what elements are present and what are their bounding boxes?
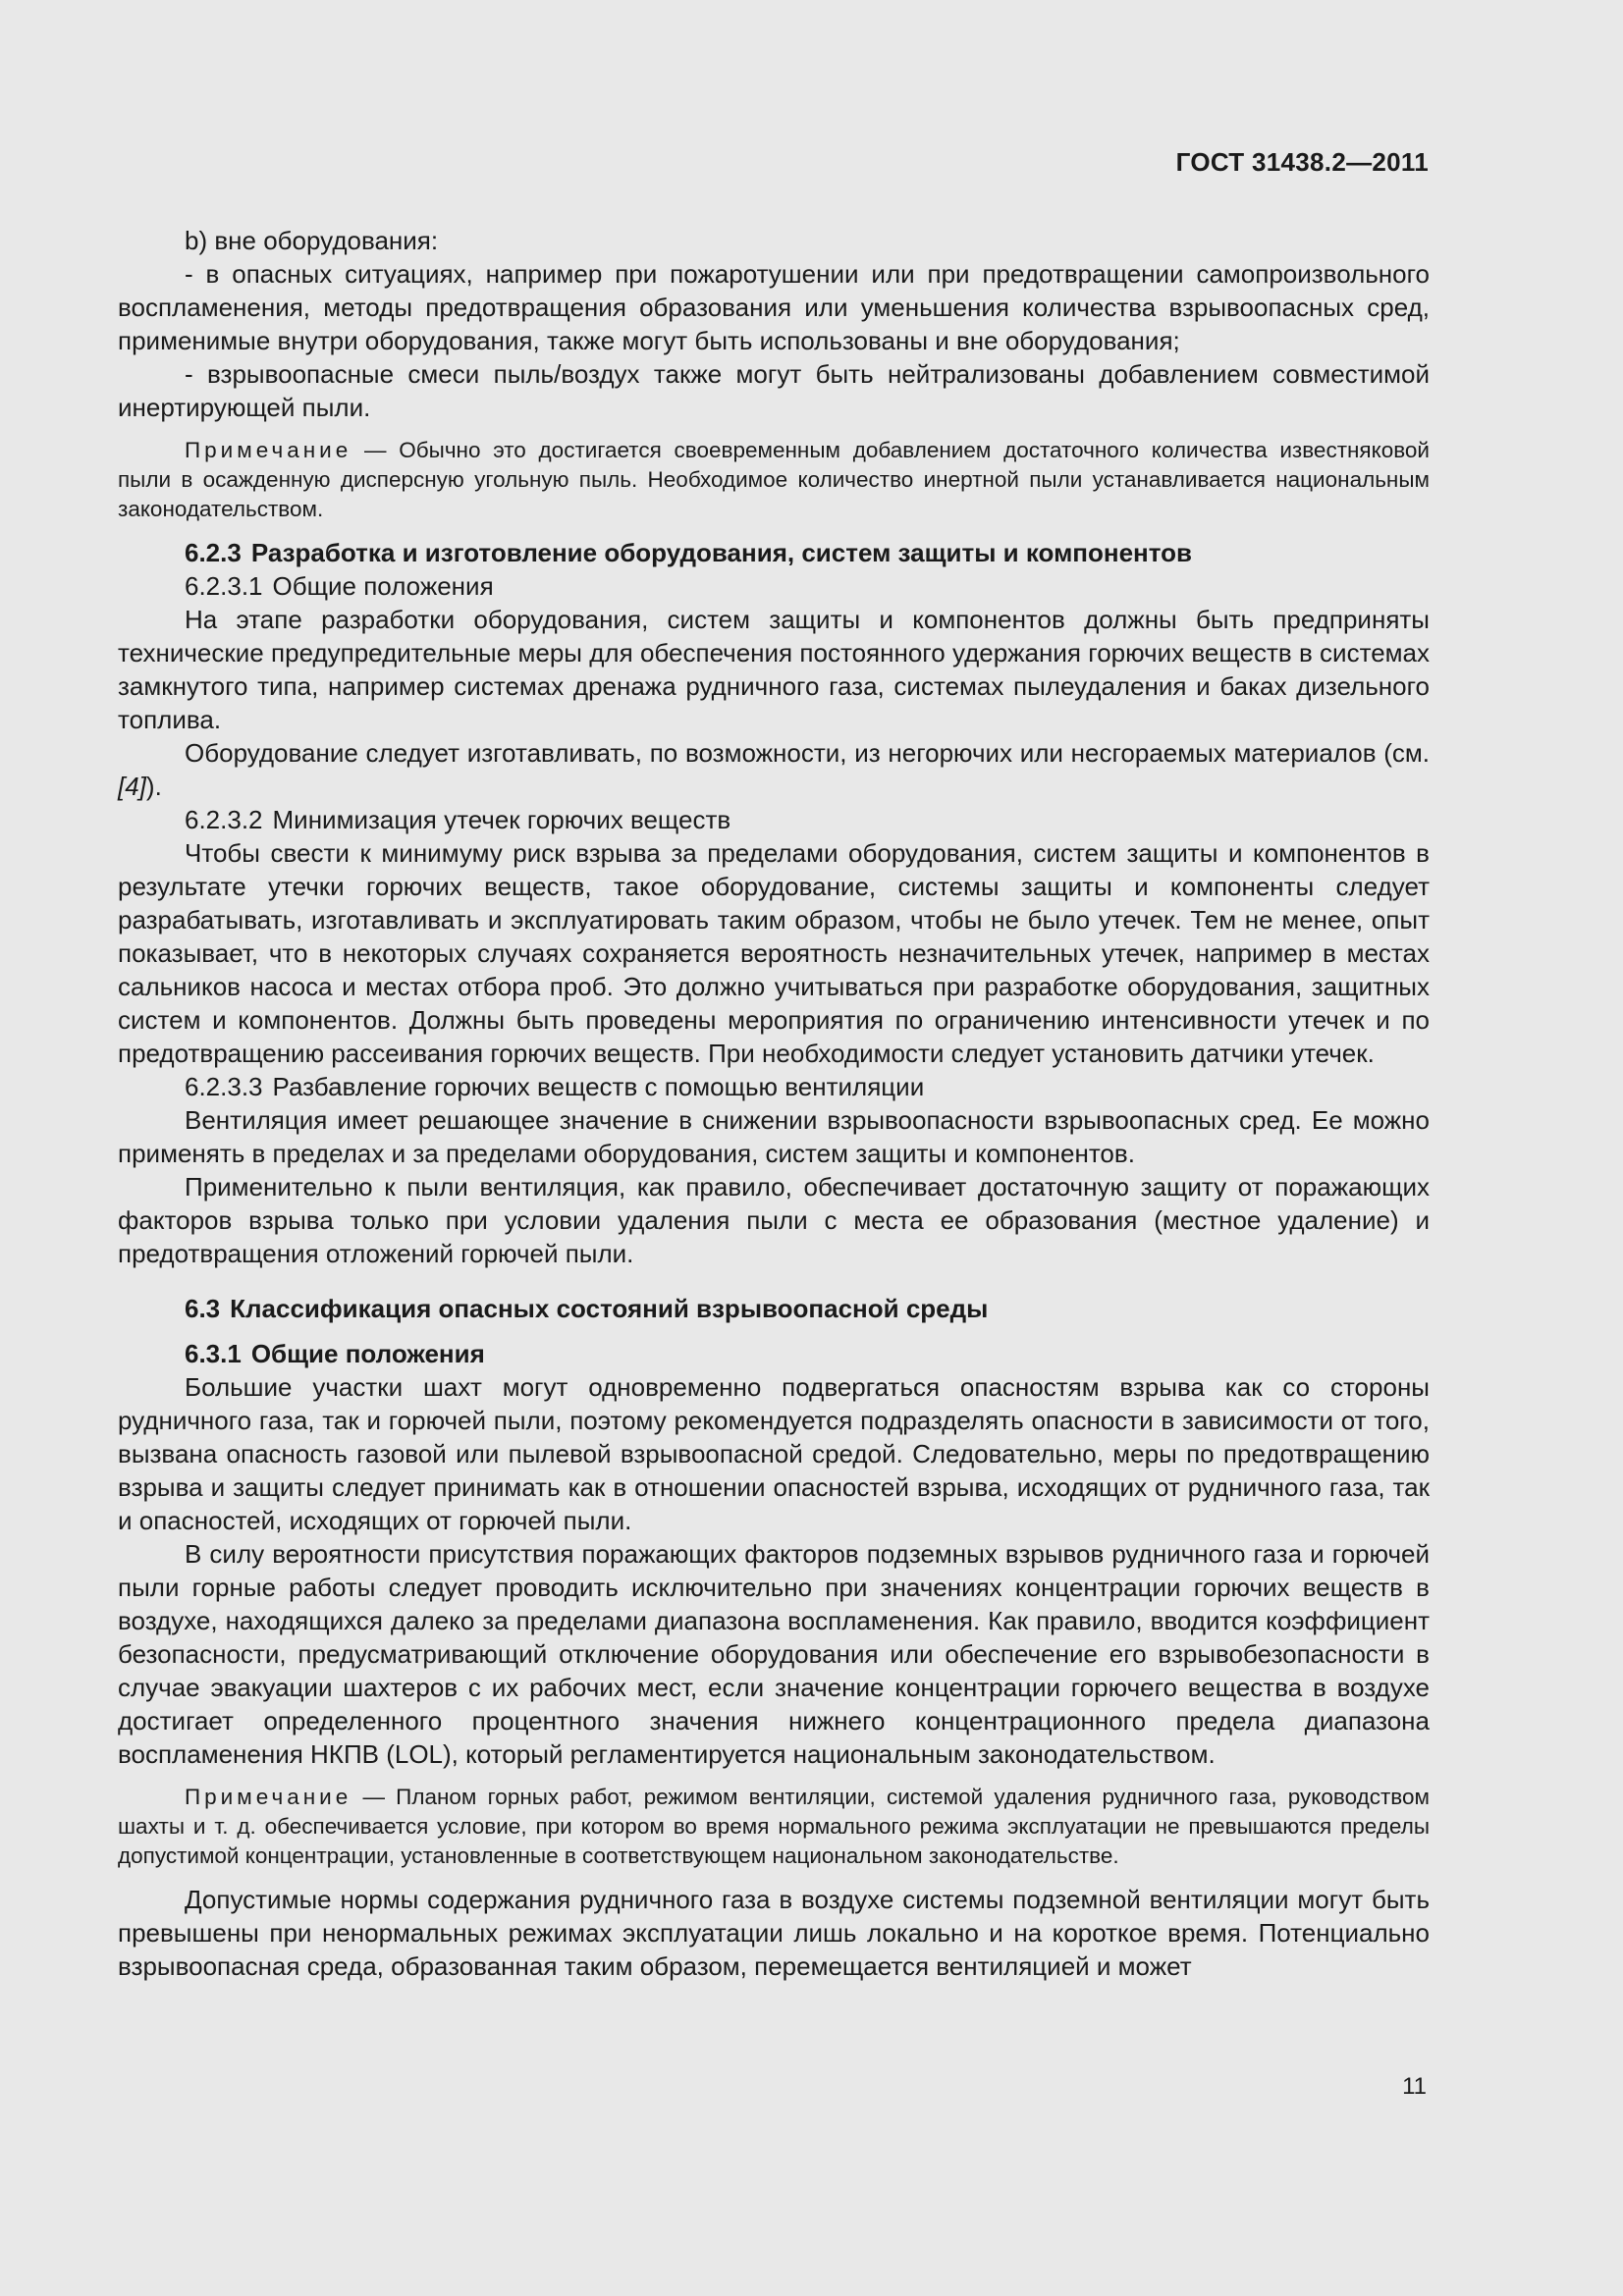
paragraph-text: Оборудование следует изготавливать, по возможности, из негорючих или несгораемых материалов (см. <box>185 738 1430 768</box>
subsection-heading-6-2-3-2 <box>118 803 1430 836</box>
note-label: Примечание <box>185 438 352 462</box>
note-label: Примечание <box>185 1785 352 1809</box>
list-item-b: b) вне оборудования: <box>185 226 439 255</box>
paragraph: Чтобы свести к минимуму риск взрыва за пределами оборудования, систем защиты и компонентов в результате утечки горючих веществ, такое оборудование, системы защиты и компоненты следует разрабатывать, изготавливать и эксплуатировать таким образом, чтобы не было утечек. Тем не менее, опыт показывает, что в некоторых случаях сохраняется вероятность незначительных утечек, например в местах сальников насоса и местах отбора проб. Это должно учитываться при разработке оборудования, защитных систем и компонентов. Должны быть проведены мероприятия по ограничению интенсивности утечек и по предотвращению рассеивания горючих веществ. При необходимости следует установить датчики утечек. <box>118 838 1430 1068</box>
subsection-number: 6.2.3.2 <box>185 805 263 834</box>
paragraph <box>118 736 1430 803</box>
section-number: 6.3.1 <box>185 1339 242 1368</box>
subsection-title: Общие положения <box>272 571 494 601</box>
reference-link: [4] <box>118 772 146 801</box>
paragraph: Допустимые нормы содержания рудничного газа в воздухе системы подземной вентиляции могут быть превышены при ненормальных режимах эксплуатации лишь локально и на короткое время. Потенциально взрывоопасная среда, образованная таким образом, перемещается вентиляцией и может <box>118 1885 1430 1981</box>
page-number: 11 <box>1402 2073 1427 2100</box>
note-1 <box>118 436 1430 524</box>
list-dash-1: - в опасных ситуациях, например при пожаротушении или при предотвращении самопроизвольного воспламенения, методы предотвращения образования или уменьшения количества взрывоопасных сред, применимые внутри оборудования, также могут быть использованы и вне оборудования; <box>118 259 1430 355</box>
subsection-number: 6.2.3.3 <box>185 1072 263 1101</box>
subsection-title: Минимизация утечек горючих веществ <box>272 805 731 834</box>
list-dash-2: - взрывоопасные смеси пыль/воздух также могут быть нейтрализованы добавлением совместимой инертирующей пыли. <box>118 359 1430 422</box>
subsection-number: 6.2.3.1 <box>185 571 263 601</box>
section-title: Разработка и изготовление оборудования, систем защиты и компонентов <box>250 538 1193 567</box>
paragraph: Большие участки шахт могут одновременно подвергаться опасностям взрыва как со стороны рудничного газа, так и горючей пыли, поэтому рекомендуется подразделять опасности в зависимости от того, вызвана опасность газовой или пылевой взрывоопасной средой. Следовательно, меры по предотвращению взрыва и защиты следует принимать как в отношении опасностей взрыва, исходящих от рудничного газа, так и опасностей, исходящих от горючей пыли. <box>118 1372 1430 1535</box>
note-2 <box>118 1783 1430 1871</box>
section-heading-6-2-3 <box>118 536 1430 569</box>
paragraph-text: ). <box>145 772 162 801</box>
page-content <box>118 224 1430 1983</box>
paragraph: Применительно к пыли вентиляция, как правило, обеспечивает достаточную защиту от поражающих факторов взрыва только при условии удаления пыли с места ее образования (местное удаление) и предотвращения отложений горючей пыли. <box>118 1172 1430 1268</box>
section-heading-6-3 <box>118 1292 1430 1325</box>
note-text: — Планом горных работ, режимом вентиляции, системой удаления рудничного газа, руководством шахты и т. д. обеспечивается условие, при котором во время нормального режима эксплуатации не превышаются пределы допустимой концентрации, установленные в соответствующем национальном законодательстве. <box>118 1785 1430 1868</box>
section-number: 6.3 <box>185 1294 221 1323</box>
paragraph: В силу вероятности присутствия поражающих факторов подземных взрывов рудничного газа и горючей пыли горные работы следует проводить исключительно при значениях концентрации горючих веществ в воздухе, находящихся далеко за пределами диапазона воспламенения. Как правило, вводится коэффициент безопасности, предусматривающий отключение оборудования или обеспечение его взрывобезопасности в случае эвакуации шахтеров с их рабочих мест, если значение концентрации горючего вещества в воздухе достигает определенного процентного значения нижнего концентрационного предела диапазона воспламенения НКПВ (LOL), который регламентируется национальным законодательством. <box>118 1539 1430 1769</box>
subsection-heading-6-2-3-3 <box>118 1070 1430 1103</box>
paragraph: Вентиляция имеет решающее значение в снижении взрывоопасности взрывоопасных сред. Ее можно применять в пределах и за пределами оборудования, систем защиты и компонентов. <box>118 1105 1430 1168</box>
section-heading-6-3-1 <box>118 1337 1430 1370</box>
paragraph: На этапе разработки оборудования, систем защиты и компонентов должны быть предприняты технические предупредительные меры для обеспечения постоянного удержания горючих веществ в системах замкнутого типа, например системах дренажа рудничного газа, системах пылеудаления и баках дизельного топлива. <box>118 605 1430 734</box>
section-number: 6.2.3 <box>185 538 242 567</box>
subsection-heading-6-2-3-1 <box>118 569 1430 603</box>
note-text: — Обычно это достигается своевременным добавлением достаточного количества известняковой пыли в осажденную дисперсную угольную пыль. Необходимое количество инертной пыли устанавливается национальным законодательством. <box>118 438 1430 521</box>
subsection-title: Разбавление горючих веществ с помощью вентиляции <box>272 1072 925 1101</box>
section-title: Классификация опасных состояний взрывоопасной среды <box>230 1294 989 1323</box>
page-header-standard-code: ГОСТ 31438.2—2011 <box>1175 147 1429 177</box>
section-title: Общие положения <box>250 1339 485 1368</box>
